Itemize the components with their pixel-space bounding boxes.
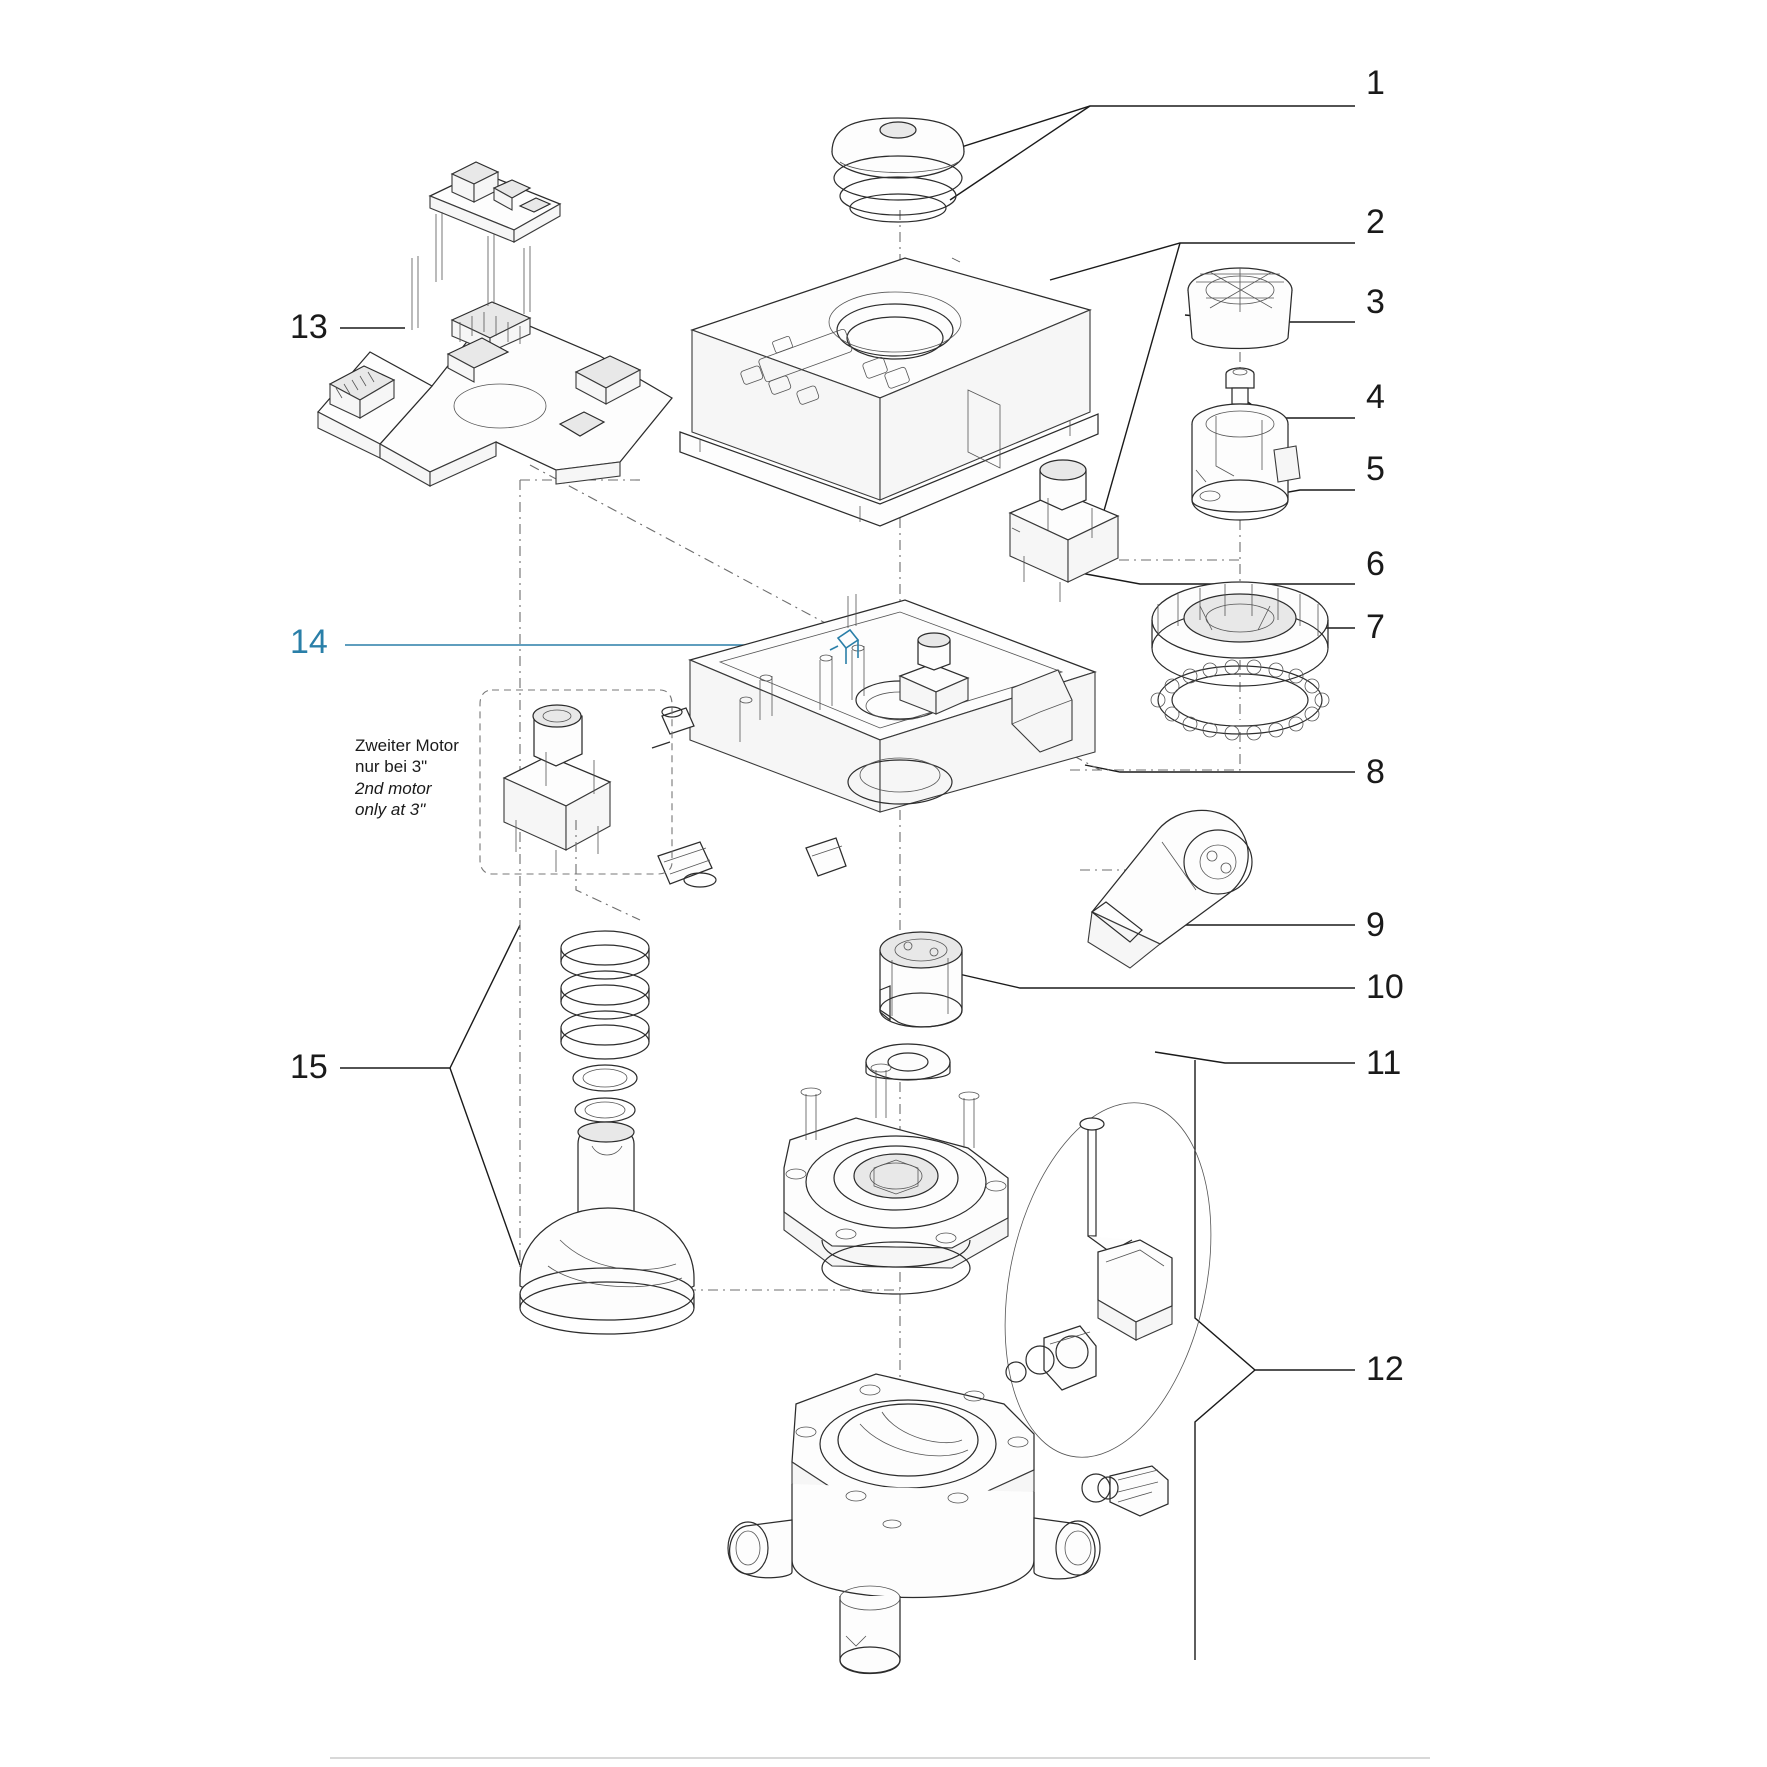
part-3-filter — [1188, 268, 1292, 349]
callout-1: 1 — [1366, 64, 1385, 102]
note-line-4: only at 3" — [355, 799, 426, 819]
part-4-screw — [1226, 368, 1254, 404]
callout-13: 13 — [290, 308, 328, 346]
callout-15: 15 — [290, 1048, 328, 1086]
part-9-handle — [1088, 810, 1252, 968]
part-11-flange — [784, 1064, 1008, 1294]
footer-divider — [330, 1757, 1430, 1759]
part-2-cover — [680, 258, 1098, 526]
part-1-cap — [832, 118, 964, 222]
part-5-piston — [1192, 404, 1300, 520]
note-line-3: 2nd motor — [355, 778, 432, 798]
part-10-motor — [880, 932, 962, 1027]
second-motor-inset — [480, 690, 672, 920]
part-8-bearing-ring — [1151, 660, 1329, 740]
callout-14: 14 — [290, 623, 328, 661]
part-chassis — [652, 594, 1095, 887]
callout-6: 6 — [1366, 545, 1385, 583]
callout-11: 11 — [1366, 1044, 1402, 1082]
callout-4: 4 — [1366, 378, 1385, 416]
part-6-motor — [1010, 460, 1118, 602]
callout-3: 3 — [1366, 283, 1385, 321]
callout-8: 8 — [1366, 753, 1385, 791]
second-motor-note — [355, 735, 459, 820]
part-13-pcb — [318, 162, 672, 486]
part-7-ring-gear — [1152, 582, 1328, 686]
part-15-seal-stack — [561, 931, 649, 1122]
note-line-2: nur bei 3" — [355, 757, 428, 777]
callout-12: 12 — [1366, 1350, 1404, 1388]
callout-10: 10 — [1366, 968, 1404, 1006]
part-15-diaphragm — [520, 1122, 694, 1334]
callout-7: 7 — [1366, 608, 1385, 646]
callout-5: 5 — [1366, 450, 1385, 488]
callout-2: 2 — [1366, 203, 1385, 241]
part-washer — [866, 1044, 950, 1080]
note-line-1: Zweiter Motor — [355, 736, 459, 755]
callout-9: 9 — [1366, 906, 1385, 944]
part-valve-body — [728, 1374, 1100, 1674]
